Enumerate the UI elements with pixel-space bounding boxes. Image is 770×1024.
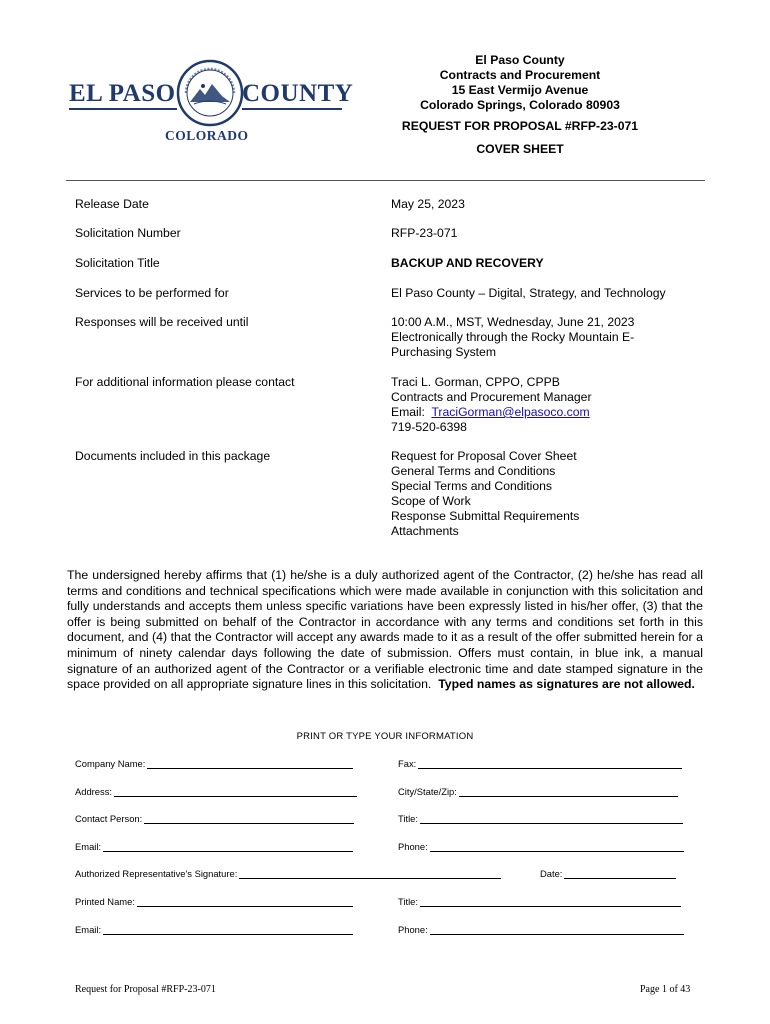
header-divider: [66, 180, 705, 181]
contact-phone: 719-520-6398: [391, 420, 467, 434]
address-field[interactable]: [75, 786, 357, 797]
date-field[interactable]: [540, 868, 676, 879]
form-title: PRINT OR TYPE YOUR INFORMATION: [296, 731, 474, 742]
contact-person-field[interactable]: [75, 813, 354, 824]
document-item: General Terms and Conditions: [391, 464, 556, 478]
solicitation-title-value: BACKUP AND RECOVERY: [391, 256, 544, 270]
signature-label: Authorized Representative's Signature:: [75, 868, 238, 879]
contact-email-label: Email:: [391, 405, 425, 419]
responses-line-3: Purchasing System: [391, 345, 496, 359]
contact-title: Contracts and Procurement Manager: [391, 390, 592, 404]
signature-field[interactable]: [75, 868, 501, 879]
city-state-zip-field[interactable]: [398, 786, 678, 797]
address-line-3: 15 East Vermijo Avenue: [451, 83, 589, 97]
release-date-value: May 25, 2023: [391, 197, 465, 211]
release-date-label: Release Date: [75, 197, 149, 211]
email-label-2: Email:: [75, 924, 102, 935]
document-item: Response Submittal Requirements: [391, 509, 580, 523]
solicitation-title-label: Solicitation Title: [75, 256, 160, 270]
affirmation-text: The undersigned hereby affirms that (1) he/she is a duly authorized agent of the Contractor, (2) he/she has read all terms and conditions and technical specifications which were made available in conjunction with this solicitation and fully understands and accepts them unless specific variations have been expressly listed in his/her offer, (3) that the offer is being submitted on behalf of the Contractor in accordance with any terms and conditions set forth in this document, and (4) that the Contractor will accept any awards made to it as a result of the offer submitted herein for a minimum of ninety calendar days following the date of submission. Offers must contain, in blue ink, a manual signature of an authorized agent of the Contractor or a verifiable electronic time and date stamped signature in the space provided on all appropriate signature lines in this solicitation.: [67, 568, 703, 692]
document-item: Request for Proposal Cover Sheet: [391, 449, 577, 463]
printed-name-field[interactable]: [75, 896, 353, 907]
responses-value: [391, 315, 691, 360]
affirmation-paragraph: [67, 568, 703, 693]
fax-field[interactable]: [398, 758, 682, 769]
email-label: Email:: [75, 841, 102, 852]
contact-email-link[interactable]: TraciGorman@elpasoco.com: [431, 405, 590, 419]
printed-name-label: Printed Name:: [75, 896, 135, 907]
phone-field[interactable]: [398, 841, 684, 852]
address-line-2: Contracts and Procurement: [439, 68, 601, 82]
company-name-field[interactable]: [75, 758, 353, 769]
responses-line-2: Electronically through the Rocky Mountain E-: [391, 330, 635, 344]
logo-underline-left: [69, 108, 177, 110]
document-item: Special Terms and Conditions: [391, 479, 553, 493]
city-state-zip-label: City/State/Zip:: [398, 786, 457, 797]
logo-word-right: COUNTY: [242, 80, 354, 107]
company-name-label: Company Name:: [75, 758, 146, 769]
affirmation-bold-text: Typed names as signatures are not allowed.: [438, 677, 695, 692]
solicitation-number-value: RFP-23-071: [391, 226, 458, 240]
contact-email-row: [391, 405, 691, 420]
documents-label: Documents included in this package: [75, 449, 271, 463]
responses-line-1: 10:00 A.M., MST, Wednesday, June 21, 2023: [391, 315, 635, 329]
document-item: Attachments: [391, 524, 459, 538]
footer-page-number: Page 1 of 43: [640, 984, 691, 995]
email-field[interactable]: [75, 841, 353, 852]
address-line-1: El Paso County: [475, 53, 565, 67]
phone-label-2: Phone:: [398, 924, 428, 935]
address-label: Address:: [75, 786, 112, 797]
footer-doc-title: Request for Proposal #RFP-23-071: [75, 984, 216, 995]
logo-underline-right: [242, 108, 342, 110]
title-label: Title:: [398, 813, 418, 824]
rfp-title: REQUEST FOR PROPOSAL #RFP-23-071: [401, 119, 639, 133]
title-label-2: Title:: [398, 896, 418, 907]
contact-person-label: Contact Person:: [75, 813, 143, 824]
address-block: [385, 53, 655, 113]
cover-sheet-title: COVER SHEET: [476, 142, 564, 156]
logo-word-left: EL PASO: [69, 80, 176, 107]
email-field-2[interactable]: [75, 924, 353, 935]
date-label: Date:: [540, 868, 563, 879]
documents-list: [391, 449, 691, 539]
title-field-2[interactable]: [398, 896, 681, 907]
phone-field-2[interactable]: [398, 924, 684, 935]
title-field[interactable]: [398, 813, 683, 824]
phone-label: Phone:: [398, 841, 428, 852]
fax-label: Fax:: [398, 758, 417, 769]
logo-state: COLORADO: [165, 128, 249, 143]
responses-label: Responses will be received until: [75, 315, 249, 329]
services-label: Services to be performed for: [75, 286, 229, 300]
contact-value: [391, 375, 691, 435]
county-seal-icon: [176, 58, 244, 128]
services-value: El Paso County – Digital, Strategy, and Technology: [391, 286, 666, 300]
solicitation-number-label: Solicitation Number: [75, 226, 181, 240]
address-line-4: Colorado Springs, Colorado 80903: [420, 98, 620, 112]
document-item: Scope of Work: [391, 494, 471, 508]
contact-label: For additional information please contact: [75, 375, 295, 389]
contact-name: Traci L. Gorman, CPPO, CPPB: [391, 375, 560, 389]
